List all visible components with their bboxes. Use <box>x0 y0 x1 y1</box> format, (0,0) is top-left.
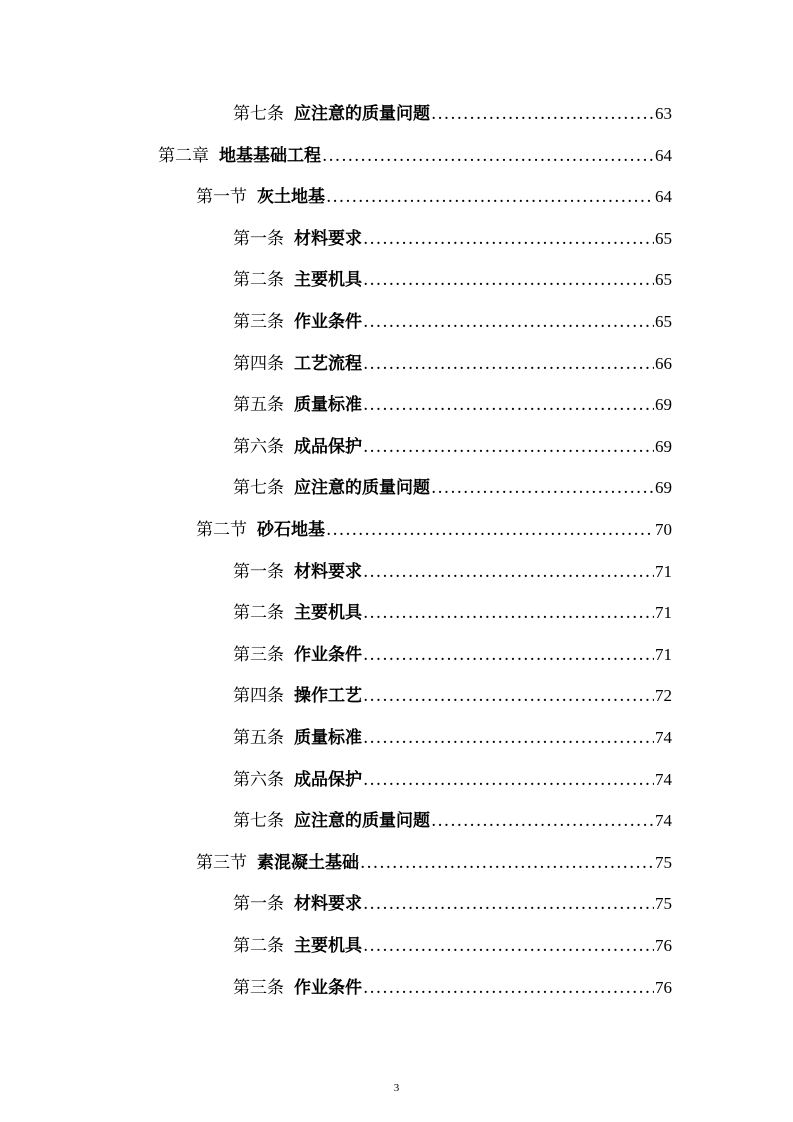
toc-dot-leader <box>326 187 654 207</box>
toc-entry[interactable] <box>233 260 672 290</box>
toc-entry-page: 70 <box>655 520 672 539</box>
toc-entry-title: 工艺流程 <box>294 353 362 374</box>
toc-entry-page: 74 <box>655 811 672 831</box>
toc-dot-leader <box>431 478 654 498</box>
toc-entry-page: 71 <box>655 603 672 623</box>
toc-entry[interactable] <box>233 94 672 124</box>
toc-entry-number: 第七条 <box>233 478 284 499</box>
toc-entry[interactable] <box>233 468 672 498</box>
toc-entry[interactable] <box>196 843 672 873</box>
toc-entry-number: 第三条 <box>233 977 284 998</box>
toc-entry-title: 材料要求 <box>294 894 362 915</box>
toc-entry-page: 74 <box>655 769 672 789</box>
toc-entry-title: 主要机具 <box>294 270 362 291</box>
toc-entry[interactable] <box>233 593 672 623</box>
toc-entry-number: 第七条 <box>233 811 284 832</box>
toc-entry-title: 应注意的质量问题 <box>294 811 430 832</box>
toc-entry[interactable] <box>233 552 672 582</box>
toc-entry-number: 第三节 <box>196 852 247 873</box>
toc-entry-page: 71 <box>655 561 672 581</box>
toc-entry-page: 66 <box>655 353 672 373</box>
toc-entry-number: 第一节 <box>196 187 247 208</box>
toc-entry-number: 第五条 <box>233 395 284 416</box>
toc-entry-title: 成品保护 <box>294 436 362 457</box>
toc-entry-number: 第一条 <box>233 561 284 582</box>
toc-entry-number: 第六条 <box>233 769 284 790</box>
toc-entry-page: 75 <box>655 894 672 914</box>
toc-dot-leader <box>363 686 654 706</box>
toc-dot-leader <box>363 395 654 415</box>
toc-entry[interactable] <box>233 344 672 374</box>
toc-entry-title: 质量标准 <box>294 395 362 416</box>
toc-entry-number: 第七条 <box>233 104 284 124</box>
toc-entry[interactable] <box>233 427 672 457</box>
toc-entry-number: 第一条 <box>233 228 284 249</box>
toc-entry[interactable] <box>233 718 672 748</box>
toc-dot-leader <box>363 894 654 914</box>
toc-entry[interactable] <box>233 801 672 831</box>
toc-entry-title: 应注意的质量问题 <box>294 104 430 124</box>
toc-entry-title: 素混凝土基础 <box>257 852 359 873</box>
toc-dot-leader <box>363 270 654 290</box>
toc-entry-page: 74 <box>655 728 672 747</box>
toc-entry-number: 第四条 <box>233 353 284 374</box>
toc-entry[interactable] <box>233 676 672 706</box>
toc-entry-number: 第三条 <box>233 312 284 332</box>
toc-entry-number: 第三条 <box>233 644 284 665</box>
toc-entry[interactable] <box>233 926 672 956</box>
toc-entry-number: 第一条 <box>233 894 284 915</box>
toc-entry-title: 作业条件 <box>294 644 362 665</box>
toc-entry[interactable] <box>158 136 672 166</box>
toc-dot-leader <box>363 728 654 748</box>
toc-entry-number: 第六条 <box>233 436 284 457</box>
toc-entry-page: 65 <box>655 270 672 290</box>
toc-entry-number: 第二条 <box>233 936 284 956</box>
toc-entry-title: 材料要求 <box>294 561 362 582</box>
toc-entry-page: 76 <box>655 977 672 997</box>
toc-entry-page: 69 <box>655 436 672 456</box>
toc-entry-title: 作业条件 <box>294 977 362 998</box>
toc-entry-page: 63 <box>655 104 672 123</box>
toc-entry-title: 质量标准 <box>294 728 362 748</box>
toc-entry-title: 主要机具 <box>294 603 362 624</box>
toc-entry[interactable] <box>233 760 672 790</box>
toc-entry-page: 65 <box>655 312 672 331</box>
toc-entry-page: 65 <box>655 228 672 248</box>
toc-dot-leader <box>363 770 654 790</box>
toc-entry-title: 应注意的质量问题 <box>294 478 430 499</box>
toc-entry[interactable] <box>233 884 672 914</box>
toc-dot-leader <box>363 312 654 332</box>
toc-dot-leader <box>363 936 654 956</box>
toc-entry-page: 64 <box>655 187 672 207</box>
toc-entry-title: 操作工艺 <box>294 686 362 707</box>
toc-entry-title: 砂石地基 <box>257 520 325 540</box>
toc-dot-leader <box>363 229 654 249</box>
toc-entry-page: 71 <box>655 644 672 664</box>
toc-dot-leader <box>363 603 654 623</box>
toc-dot-leader <box>363 978 654 998</box>
toc-entry-page: 64 <box>655 145 672 165</box>
toc-entry[interactable] <box>233 968 672 998</box>
page-number: 3 <box>393 1082 400 1094</box>
toc-entry-page: 75 <box>655 852 672 872</box>
toc-entry-number: 第二章 <box>158 145 209 166</box>
toc-dot-leader <box>363 562 654 582</box>
toc-entry-page: 69 <box>655 478 672 498</box>
toc-entry[interactable] <box>196 510 672 540</box>
toc-dot-leader <box>363 645 654 665</box>
toc-entry-number: 第二条 <box>233 603 284 624</box>
toc-entry-number: 第五条 <box>233 728 284 748</box>
toc-entry-title: 地基基础工程 <box>219 145 321 166</box>
toc-entry[interactable] <box>233 219 672 249</box>
toc-entry[interactable] <box>233 635 672 665</box>
toc-dot-leader <box>360 853 654 873</box>
toc-entry-title: 灰土地基 <box>257 187 325 208</box>
toc-entry-title: 材料要求 <box>294 228 362 249</box>
toc-entry-title: 主要机具 <box>294 936 362 956</box>
toc-entry-title: 作业条件 <box>294 312 362 332</box>
toc-dot-leader <box>431 811 654 831</box>
toc-entry[interactable] <box>233 302 672 332</box>
toc-entry-page: 76 <box>655 936 672 955</box>
toc-entry-page: 72 <box>655 686 672 706</box>
toc-entry-title: 成品保护 <box>294 769 362 790</box>
toc-entry[interactable] <box>196 177 672 207</box>
toc-entry-number: 第二条 <box>233 270 284 291</box>
toc-entry-number: 第二节 <box>196 520 247 540</box>
toc-dot-leader <box>363 437 654 457</box>
toc-entry-number: 第四条 <box>233 686 284 707</box>
toc-entry[interactable] <box>233 385 672 415</box>
toc-dot-leader <box>326 520 654 540</box>
toc-dot-leader <box>431 104 654 124</box>
toc-entry-page: 69 <box>655 395 672 415</box>
toc-dot-leader <box>363 354 654 374</box>
toc-dot-leader <box>322 146 654 166</box>
